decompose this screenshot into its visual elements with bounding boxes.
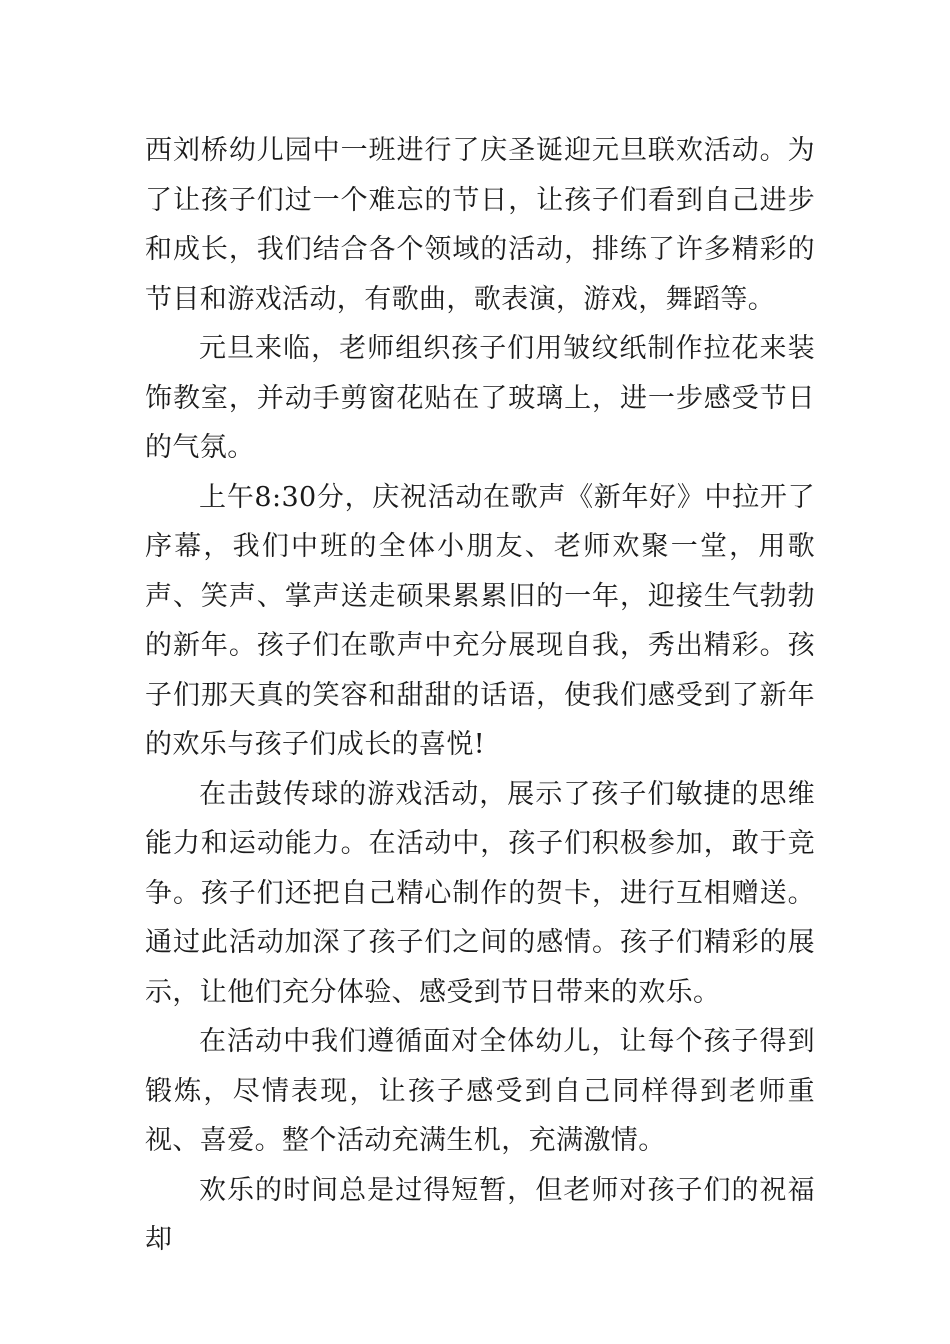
paragraph-1: 西刘桥幼儿园中一班进行了庆圣诞迎元旦联欢活动。为了让孩子们过一个难忘的节日，让孩子们看到自己进步和成长，我们结合各个领域的活动，排练了许多精彩的节目和游戏活动，有歌曲，歌表演，游戏，舞蹈等。 bbox=[145, 135, 815, 315]
paragraph-4: 在击鼓传球的游戏活动，展示了孩子们敏捷的思维能力和运动能力。在活动中，孩子们积极参加，敢于竞争。孩子们还把自己精心制作的贺卡，进行互相赠送。通过此活动加深了孩子们之间的感情。孩子们精彩的展示，让他们充分体验、感受到节日带来的欢乐。 bbox=[145, 778, 815, 1008]
paragraph-2: 元旦来临，老师组织孩子们用皱纹纸制作拉花来装饰教室，并动手剪窗花贴在了玻璃上，进一步感受节日的气氛。 bbox=[145, 333, 815, 463]
document-body bbox=[145, 126, 815, 1265]
paragraph-5: 在活动中我们遵循面对全体幼儿，让每个孩子得到锻炼，尽情表现，让孩子感受到自己同样得到老师重视、喜爱。整个活动充满生机，充满激情。 bbox=[145, 1026, 815, 1156]
paragraph-6: 欢乐的时间总是过得短暂，但老师对孩子们的祝福却 bbox=[145, 1174, 815, 1255]
paragraph-3: 上午8:30分，庆祝活动在歌声《新年好》中拉开了序幕，我们中班的全体小朋友、老师欢聚一堂，用歌声、笑声、掌声送走硕果累累旧的一年，迎接生气勃勃的新年。孩子们在歌声中充分展现自我，秀出精彩。孩子们那天真的笑容和甜甜的话语，使我们感受到了新年的欢乐与孩子们成长的喜悦! bbox=[145, 481, 815, 760]
